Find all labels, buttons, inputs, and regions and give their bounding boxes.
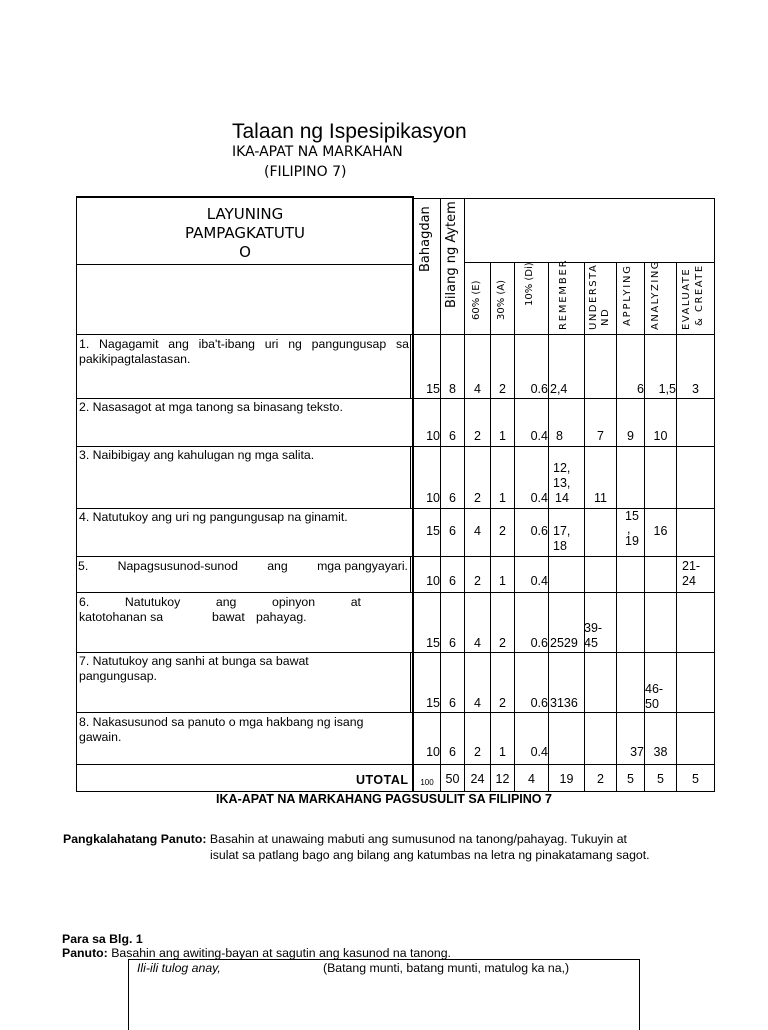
cell-di: 0.4 — [530, 491, 548, 505]
objective-word: opinyon — [272, 595, 316, 609]
cell-line: , — [627, 522, 631, 536]
objective-word: 6. — [79, 595, 90, 609]
column-header-di: 10% (Di) — [524, 262, 535, 306]
instruction-text: Basahin ang awiting-bayan at sagutin ang kasunod na tanong. — [111, 946, 451, 960]
table-border — [413, 398, 715, 399]
cell-analyzing: 1,5 — [658, 382, 676, 396]
cell-e: 2 — [474, 429, 481, 443]
instruction — [62, 946, 451, 960]
cell-di: 0.6 — [530, 382, 548, 396]
cell-applying — [625, 509, 639, 549]
cell-analyzing — [645, 682, 663, 712]
table-row-objective-2: 2. Nasasagot at mga tanong sa binasang teksto. — [79, 400, 343, 414]
cell-e: 2 — [474, 574, 481, 588]
objective-word: 5. — [78, 559, 89, 573]
objective-word: Natutukoy — [124, 595, 181, 609]
objective-text: 8. Nakasusunod sa panuto o mga hakbang ng isang — [79, 715, 364, 729]
cell-remember: 8 — [556, 429, 563, 443]
cell-remember — [553, 524, 570, 554]
cell-line: 24 — [682, 574, 696, 588]
table-border — [410, 653, 411, 712]
total-label: UTOTAL — [356, 773, 409, 787]
cell-bahagdan: 10 — [426, 745, 440, 759]
table-row-objective-6 — [79, 595, 361, 625]
page-subtitle-subject: (FILIPINO 7) — [264, 164, 347, 180]
cell-line: 12, — [553, 461, 571, 475]
table-border — [76, 652, 414, 653]
table-border — [714, 198, 715, 792]
cell-a: 1 — [499, 745, 506, 759]
cell-a: 1 — [499, 491, 506, 505]
cell-remember: 3136 — [550, 696, 578, 710]
total-understand: 2 — [597, 772, 604, 786]
cell-bilang: 6 — [449, 636, 456, 650]
objective-word: katotohanan sa — [79, 610, 164, 624]
cell-a: 1 — [499, 429, 506, 443]
cell-bahagdan: 15 — [426, 382, 440, 396]
cell-bilang: 6 — [449, 524, 456, 538]
cell-e: 2 — [474, 491, 481, 505]
objective-text: pakikipagtalastasan. — [79, 352, 191, 366]
total-a: 12 — [495, 772, 510, 786]
objective-line — [79, 595, 361, 610]
objective-word: ang — [215, 595, 237, 609]
song-line-original: Ili-ili tulog anay, — [137, 961, 221, 975]
cell-bahagdan: 10 — [426, 574, 440, 588]
cell-di: 0.4 — [530, 745, 548, 759]
cell-applying: 6 — [637, 382, 644, 396]
cell-remember: 2,4 — [550, 382, 568, 396]
objective-line — [79, 610, 361, 625]
cell-line: 14 — [555, 491, 569, 505]
column-header-create: & CREATE — [694, 264, 705, 326]
table-row-objective-3: 3. Naibibigay ang kahulugan ng mga salita. — [79, 448, 315, 462]
cell-applying: 9 — [627, 429, 634, 443]
table-border — [413, 712, 715, 713]
cell-di: 0.4 — [530, 574, 548, 588]
column-header-a: 30% (A) — [496, 279, 507, 320]
cell-e: 2 — [474, 745, 481, 759]
cell-a: 1 — [499, 574, 506, 588]
objective-word: bawat — [212, 610, 245, 624]
table-row-objective-4: 4. Natutukoy ang uri ng pangungusap na ginamit. — [79, 510, 348, 524]
objective-header — [77, 205, 413, 262]
objective-text: gawain. — [79, 730, 122, 744]
cell-remember: 2529 — [550, 636, 578, 650]
cell-line: 17, — [553, 524, 571, 538]
table-border — [76, 398, 414, 399]
column-header-applying: APPLYING — [622, 264, 633, 326]
table-border — [413, 764, 715, 765]
column-header-bilang: Bilang ng Aytem — [444, 201, 459, 308]
table-border — [413, 652, 715, 653]
table-row-objective-5 — [78, 559, 408, 574]
cell-line: 18 — [553, 539, 567, 553]
objective-word: mga pangyayari. — [317, 559, 408, 573]
cell-understand: 11 — [594, 491, 607, 505]
objective-word: Napagsusunod-sunod — [117, 559, 238, 573]
cell-a: 2 — [499, 382, 506, 396]
objective-word: ang — [267, 559, 288, 573]
total-e: 24 — [470, 772, 485, 786]
total-applying: 5 — [627, 772, 634, 786]
table-border — [76, 508, 414, 509]
cell-line: 15 — [625, 509, 639, 523]
cell-bilang: 6 — [449, 491, 456, 505]
cell-analyzing: 16 — [653, 524, 668, 538]
cell-remember — [553, 461, 570, 506]
total-analyzing: 5 — [657, 772, 664, 786]
table-row-objective-1 — [79, 337, 409, 367]
table-border — [76, 196, 414, 198]
column-header-understand: UNDERSTA — [588, 263, 599, 330]
table-border — [410, 557, 411, 592]
column-header-remember: REMEMBER — [558, 258, 569, 330]
column-header-evaluate: EVALUATE — [681, 267, 692, 330]
cell-bilang: 6 — [449, 745, 456, 759]
cell-a: 2 — [499, 636, 506, 650]
cell-bahagdan: 15 — [426, 696, 440, 710]
cell-e: 4 — [474, 636, 481, 650]
cell-bahagdan: 10 — [426, 491, 440, 505]
objective-word: at — [350, 595, 361, 609]
cell-line: 45 — [584, 636, 598, 650]
cell-di: 0.6 — [530, 524, 548, 538]
cell-bahagdan: 15 — [426, 636, 440, 650]
column-header-bahagdan: Bahagdan — [418, 206, 433, 272]
total-di: 4 — [528, 772, 535, 786]
objective-header-line: PAMPAGKATUTU — [185, 224, 305, 242]
column-header-e: 60% (E) — [471, 280, 482, 320]
objective-text: 7. Natutukoy ang sanhi at bunga sa bawat — [79, 654, 309, 668]
table-row-objective-8 — [79, 715, 409, 745]
instruction-label: Panuto: — [62, 946, 108, 960]
page-title: Talaan ng Ispesipikasyon — [232, 120, 467, 143]
cell-evaluate — [682, 559, 700, 589]
table-border — [413, 556, 715, 557]
objective-text: pangungusap. — [79, 669, 157, 683]
cell-e: 4 — [474, 696, 481, 710]
objective-header-line: LAYUNING — [206, 205, 284, 223]
total-bahagdan: 100 — [420, 778, 434, 787]
cell-analyzing: 38 — [653, 745, 668, 759]
cell-understand — [584, 621, 602, 651]
cell-di: 0.4 — [530, 429, 548, 443]
table-border — [76, 334, 414, 335]
general-instruction-text-2: isulat sa patlang bago ang bilang ang katumbas na letra ng pinakatamang sagot. — [210, 848, 650, 862]
table-border — [410, 335, 411, 398]
cell-analyzing: 10 — [653, 429, 668, 443]
table-row-objective-7 — [79, 654, 409, 684]
cell-bilang: 6 — [449, 429, 456, 443]
general-instruction-label: Pangkalahatang Panuto: — [63, 832, 207, 846]
cell-line: 46- — [645, 682, 664, 696]
question-group-label: Para sa Blg. 1 — [62, 932, 143, 946]
table-border — [413, 508, 715, 509]
cell-di: 0.6 — [530, 696, 548, 710]
table-border — [76, 556, 414, 557]
column-header-understand-2: ND — [600, 307, 611, 326]
cell-a: 2 — [499, 696, 506, 710]
cell-bahagdan: 10 — [426, 429, 440, 443]
cell-bilang: 8 — [449, 382, 456, 396]
objective-word: pahayag. — [256, 610, 307, 624]
objective-header-line: O — [239, 243, 251, 261]
exam-title: IKA-APAT NA MARKAHANG PAGSUSULIT SA FILIPINO 7 — [216, 792, 552, 806]
table-border — [76, 264, 413, 265]
table-border — [413, 592, 715, 593]
cell-di: 0.6 — [530, 636, 548, 650]
table-border — [413, 198, 715, 199]
cell-applying: 37 — [630, 745, 644, 759]
table-border — [76, 764, 414, 765]
cell-line: 19 — [625, 534, 639, 548]
table-border — [76, 196, 77, 792]
table-border — [76, 446, 414, 447]
total-evaluate: 5 — [692, 772, 699, 786]
cell-bahagdan: 15 — [426, 524, 440, 538]
objective-text: 1. Nagagamit ang iba't-ibang uri ng pangungusap sa — [79, 337, 409, 351]
cell-understand: 7 — [597, 429, 604, 443]
table-border — [410, 447, 411, 508]
general-instruction-text: Basahin at unawaing mabuti ang sumusunod na tanong/pahayag. Tukuyin at — [209, 832, 627, 846]
column-header-analyzing: ANALYZING — [650, 259, 661, 330]
cell-line: 13, — [553, 476, 571, 490]
cell-bilang: 6 — [449, 696, 456, 710]
table-border — [413, 334, 715, 335]
cell-evaluate: 3 — [692, 382, 699, 396]
song-line-translation: (Batang munti, batang munti, matulog ka na,) — [323, 961, 570, 975]
general-instruction — [63, 831, 723, 863]
cell-bilang: 6 — [449, 574, 456, 588]
table-border — [76, 592, 414, 593]
total-bilang: 50 — [445, 772, 460, 786]
table-border — [76, 712, 414, 713]
cell-a: 2 — [499, 524, 506, 538]
page-subtitle-quarter: IKA-APAT NA MARKAHAN — [232, 144, 403, 160]
cell-line: 21- — [682, 559, 701, 573]
cell-e: 4 — [474, 524, 481, 538]
cell-e: 4 — [474, 382, 481, 396]
table-border — [413, 446, 715, 447]
cell-line: 50 — [645, 697, 659, 711]
cell-line: 39- — [584, 621, 603, 635]
total-remember: 19 — [559, 772, 574, 786]
